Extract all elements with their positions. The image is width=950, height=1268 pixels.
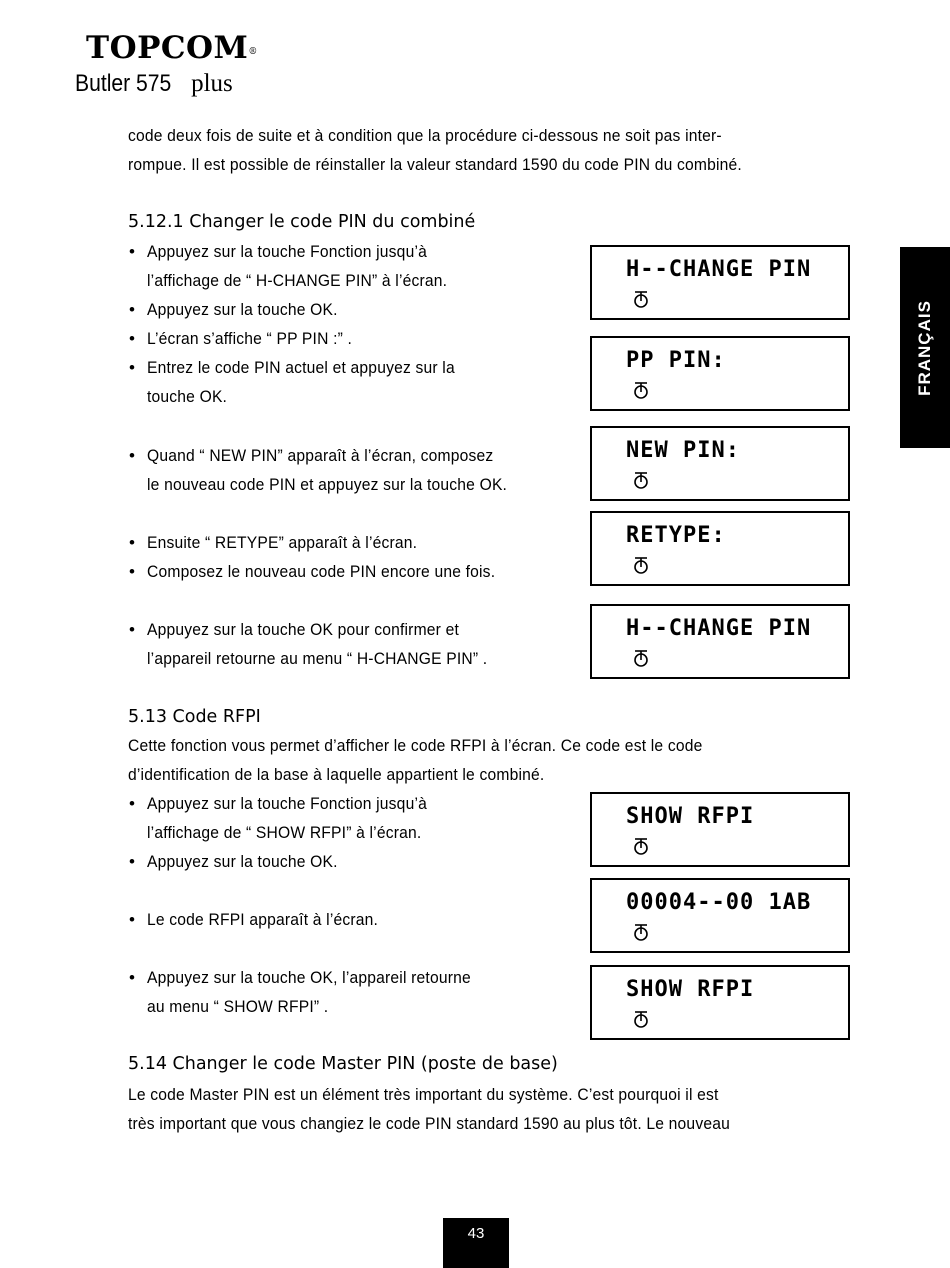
bullet: • <box>129 533 135 552</box>
lcd-display <box>590 245 850 320</box>
lcd-text: SHOW RFPI <box>626 804 755 829</box>
bullet: • <box>129 300 135 319</box>
bullet: • <box>129 852 135 871</box>
lcd-text: NEW PIN: <box>626 438 740 463</box>
lcd-text: H--CHANGE PIN <box>626 257 812 282</box>
handset-status-icon <box>632 555 650 575</box>
step-text: au menu “ SHOW RFPI” . <box>147 997 329 1016</box>
handset-status-icon <box>632 1009 650 1029</box>
section-heading-5-13: 5.13 Code RFPI <box>128 707 261 727</box>
lcd-text: PP PIN: <box>626 348 726 373</box>
bullet: • <box>129 358 135 377</box>
step-text: l’affichage de “ SHOW RFPI” à l’écran. <box>147 823 422 842</box>
lcd-text: SHOW RFPI <box>626 977 755 1002</box>
bullet: • <box>129 562 135 581</box>
paragraph-line: d’identification de la base à laquelle appartient le combiné. <box>128 765 545 784</box>
step-text: Appuyez sur la touche OK. <box>147 300 338 319</box>
step-text: Entrez le code PIN actuel et appuyez sur la <box>147 358 455 377</box>
lcd-display <box>590 511 850 586</box>
step-text: Appuyez sur la touche OK. <box>147 852 338 871</box>
handset-status-icon <box>632 648 650 668</box>
handset-status-icon <box>632 289 650 309</box>
lcd-display <box>590 878 850 953</box>
step-text: L’écran s’affiche “ PP PIN :” . <box>147 329 353 348</box>
lcd-display <box>590 965 850 1040</box>
registered-mark: ® <box>248 47 258 57</box>
section-heading-5-14: 5.14 Changer le code Master PIN (poste de base) <box>128 1054 558 1074</box>
model-name: Butler 575 <box>75 70 172 97</box>
intro-line-2: rompue. Il est possible de réinstaller la valeur standard 1590 du code PIN du combiné. <box>128 155 742 174</box>
handset-status-icon <box>632 380 650 400</box>
brand-logo <box>86 30 258 66</box>
bullet: • <box>129 329 135 348</box>
language-tab-label: FRANÇAIS <box>915 299 934 396</box>
section-heading-5-12-1: 5.12.1 Changer le code PIN du combiné <box>128 212 476 232</box>
step-text: l’affichage de “ H-CHANGE PIN” à l’écran. <box>147 271 448 290</box>
handset-status-icon <box>632 470 650 490</box>
bullet: • <box>129 794 135 813</box>
paragraph-line: Cette fonction vous permet d’afficher le code RFPI à l’écran. Ce code est le code <box>128 736 703 755</box>
lcd-display <box>590 426 850 501</box>
bullet: • <box>129 620 135 639</box>
step-text: Quand “ NEW PIN” apparaît à l’écran, composez <box>147 446 494 465</box>
page-number-text: 43 <box>467 1225 485 1242</box>
handset-status-icon <box>632 836 650 856</box>
brand-name: TOPCOM <box>86 30 249 66</box>
lcd-text: H--CHANGE PIN <box>626 616 812 641</box>
step-text: Appuyez sur la touche OK pour confirmer et <box>147 620 459 639</box>
lcd-text: RETYPE: <box>626 523 726 548</box>
lcd-display <box>590 336 850 411</box>
language-tab <box>900 247 950 448</box>
step-text: Composez le nouveau code PIN encore une fois. <box>147 562 496 581</box>
step-text: touche OK. <box>147 387 228 406</box>
paragraph-line: Le code Master PIN est un élément très important du système. C’est pourquoi il est <box>128 1085 719 1104</box>
bullet: • <box>129 242 135 261</box>
lcd-display <box>590 604 850 679</box>
bullet: • <box>129 968 135 987</box>
bullet: • <box>129 910 135 929</box>
step-text: Appuyez sur la touche Fonction jusqu’à <box>147 794 427 813</box>
bullet: • <box>129 446 135 465</box>
paragraph-line: très important que vous changiez le code PIN standard 1590 au plus tôt. Le nouveau <box>128 1114 730 1133</box>
handset-status-icon <box>632 922 650 942</box>
model-title <box>75 70 233 98</box>
step-text: le nouveau code PIN et appuyez sur la touche OK. <box>147 475 508 494</box>
lcd-text: 00004--00 1AB <box>626 890 812 915</box>
model-suffix: plus <box>191 70 233 97</box>
page-number <box>443 1218 509 1268</box>
step-text: Appuyez sur la touche OK, l’appareil retourne <box>147 968 471 987</box>
step-text: Le code RFPI apparaît à l’écran. <box>147 910 379 929</box>
lcd-display <box>590 792 850 867</box>
intro-line-1: code deux fois de suite et à condition que la procédure ci-dessous ne soit pas inter- <box>128 126 722 145</box>
step-text: l’appareil retourne au menu “ H-CHANGE PIN” . <box>147 649 488 668</box>
step-text: Ensuite “ RETYPE” apparaît à l’écran. <box>147 533 418 552</box>
step-text: Appuyez sur la touche Fonction jusqu’à <box>147 242 427 261</box>
